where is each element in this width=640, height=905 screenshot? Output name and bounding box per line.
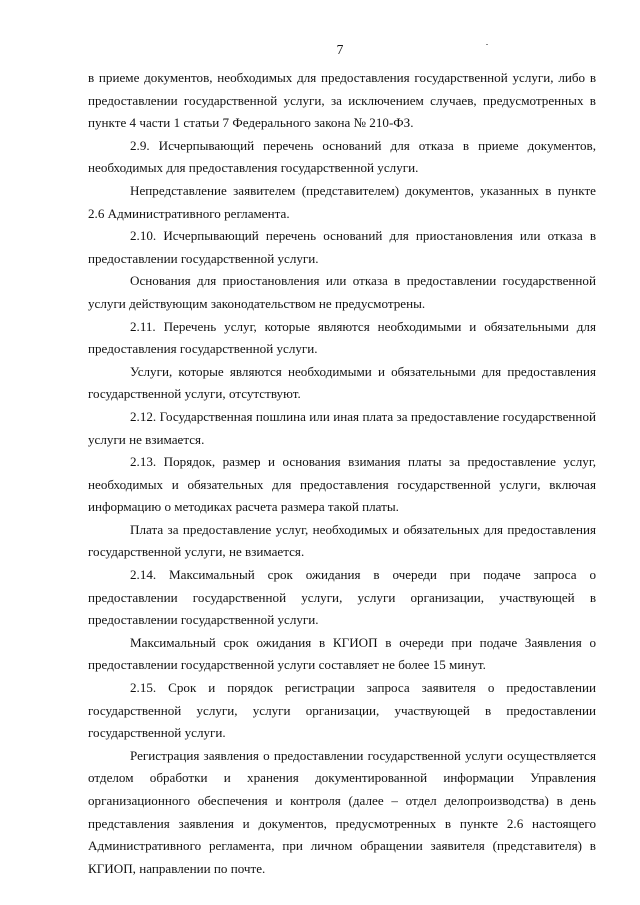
paragraph-2-11: 2.11. Перечень услуг, которые являются необходимыми и обязательными для предоставления государственной услуги. [88,318,596,357]
scan-speck [486,44,488,45]
paragraph-2-9-text: Непредставление заявителем (представителем) документов, указанных в пункте 2.6 Административного регламента. [88,182,596,221]
paragraph-2-13: 2.13. Порядок, размер и основания взимания платы за предоставление услуг, необходимых и обязательных для предоставления государственной услуги, включая информацию о методиках расчета размера такой платы. [88,454,596,515]
paragraph-2-9: 2.9. Исчерпывающий перечень оснований для отказа в приеме документов, необходимых для предоставления государственной услуги. [88,137,596,176]
paragraph-2-15-text: Регистрация заявления о предоставлении государственной услуги осуществляется отделом обработки и хранения документированной информации Управления организационного обеспечения и контроля (далее – отдел делопроизводства) в день представления заявления и документов, предусмотренных в пункте 2.6 настоящего Административного регламента, при личном обращении заявителя (представителя) в КГИОП, направлении по почте. [88,747,596,876]
document-body [88,67,596,880]
page-number: 7 [336,42,344,57]
paragraph-2-13-text: Плата за предоставление услуг, необходимых и обязательных для предоставления государственной услуги, не взимается. [88,521,596,560]
paragraph-2-10: 2.10. Исчерпывающий перечень оснований для приостановления или отказа в предоставлении государственной услуги. [88,228,596,266]
paragraph-2-10-text: Основания для приостановления или отказа в предоставлении государственной услуги действующим законодательством не предусмотрены. [88,273,596,311]
paragraph-2-14-text: Максимальный срок ожидания в КГИОП в очереди при подаче Заявления о предоставлении государственной услуги составляет не более 15 минут. [88,634,596,673]
paragraph-2-11-text: Услуги, которые являются необходимыми и обязательными для предоставления государственной услуги, отсутствуют. [88,363,596,402]
paragraph-2-14: 2.14. Максимальный срок ожидания в очереди при подаче запроса о предоставлении государственной услуги, услуги организации, участвующей в предоставлении государственной услуги. [88,567,596,628]
paragraph-2-15: 2.15. Срок и порядок регистрации запроса заявителя о предоставлении государственной услуги, услуги организации, участвующей в предоставлении государственной услуги. [88,680,596,741]
paragraph-continuation: в приеме документов, необходимых для предоставления государственной услуги, либо в предоставлении государственной услуги, за исключением случаев, предусмотренных в пункте 4 части 1 статьи 7 Федерального закона № 210-ФЗ. [88,70,596,131]
paragraph-2-12: 2.12. Государственная пошлина или иная плата за предоставление государственной услуги не взимается. [88,408,596,447]
